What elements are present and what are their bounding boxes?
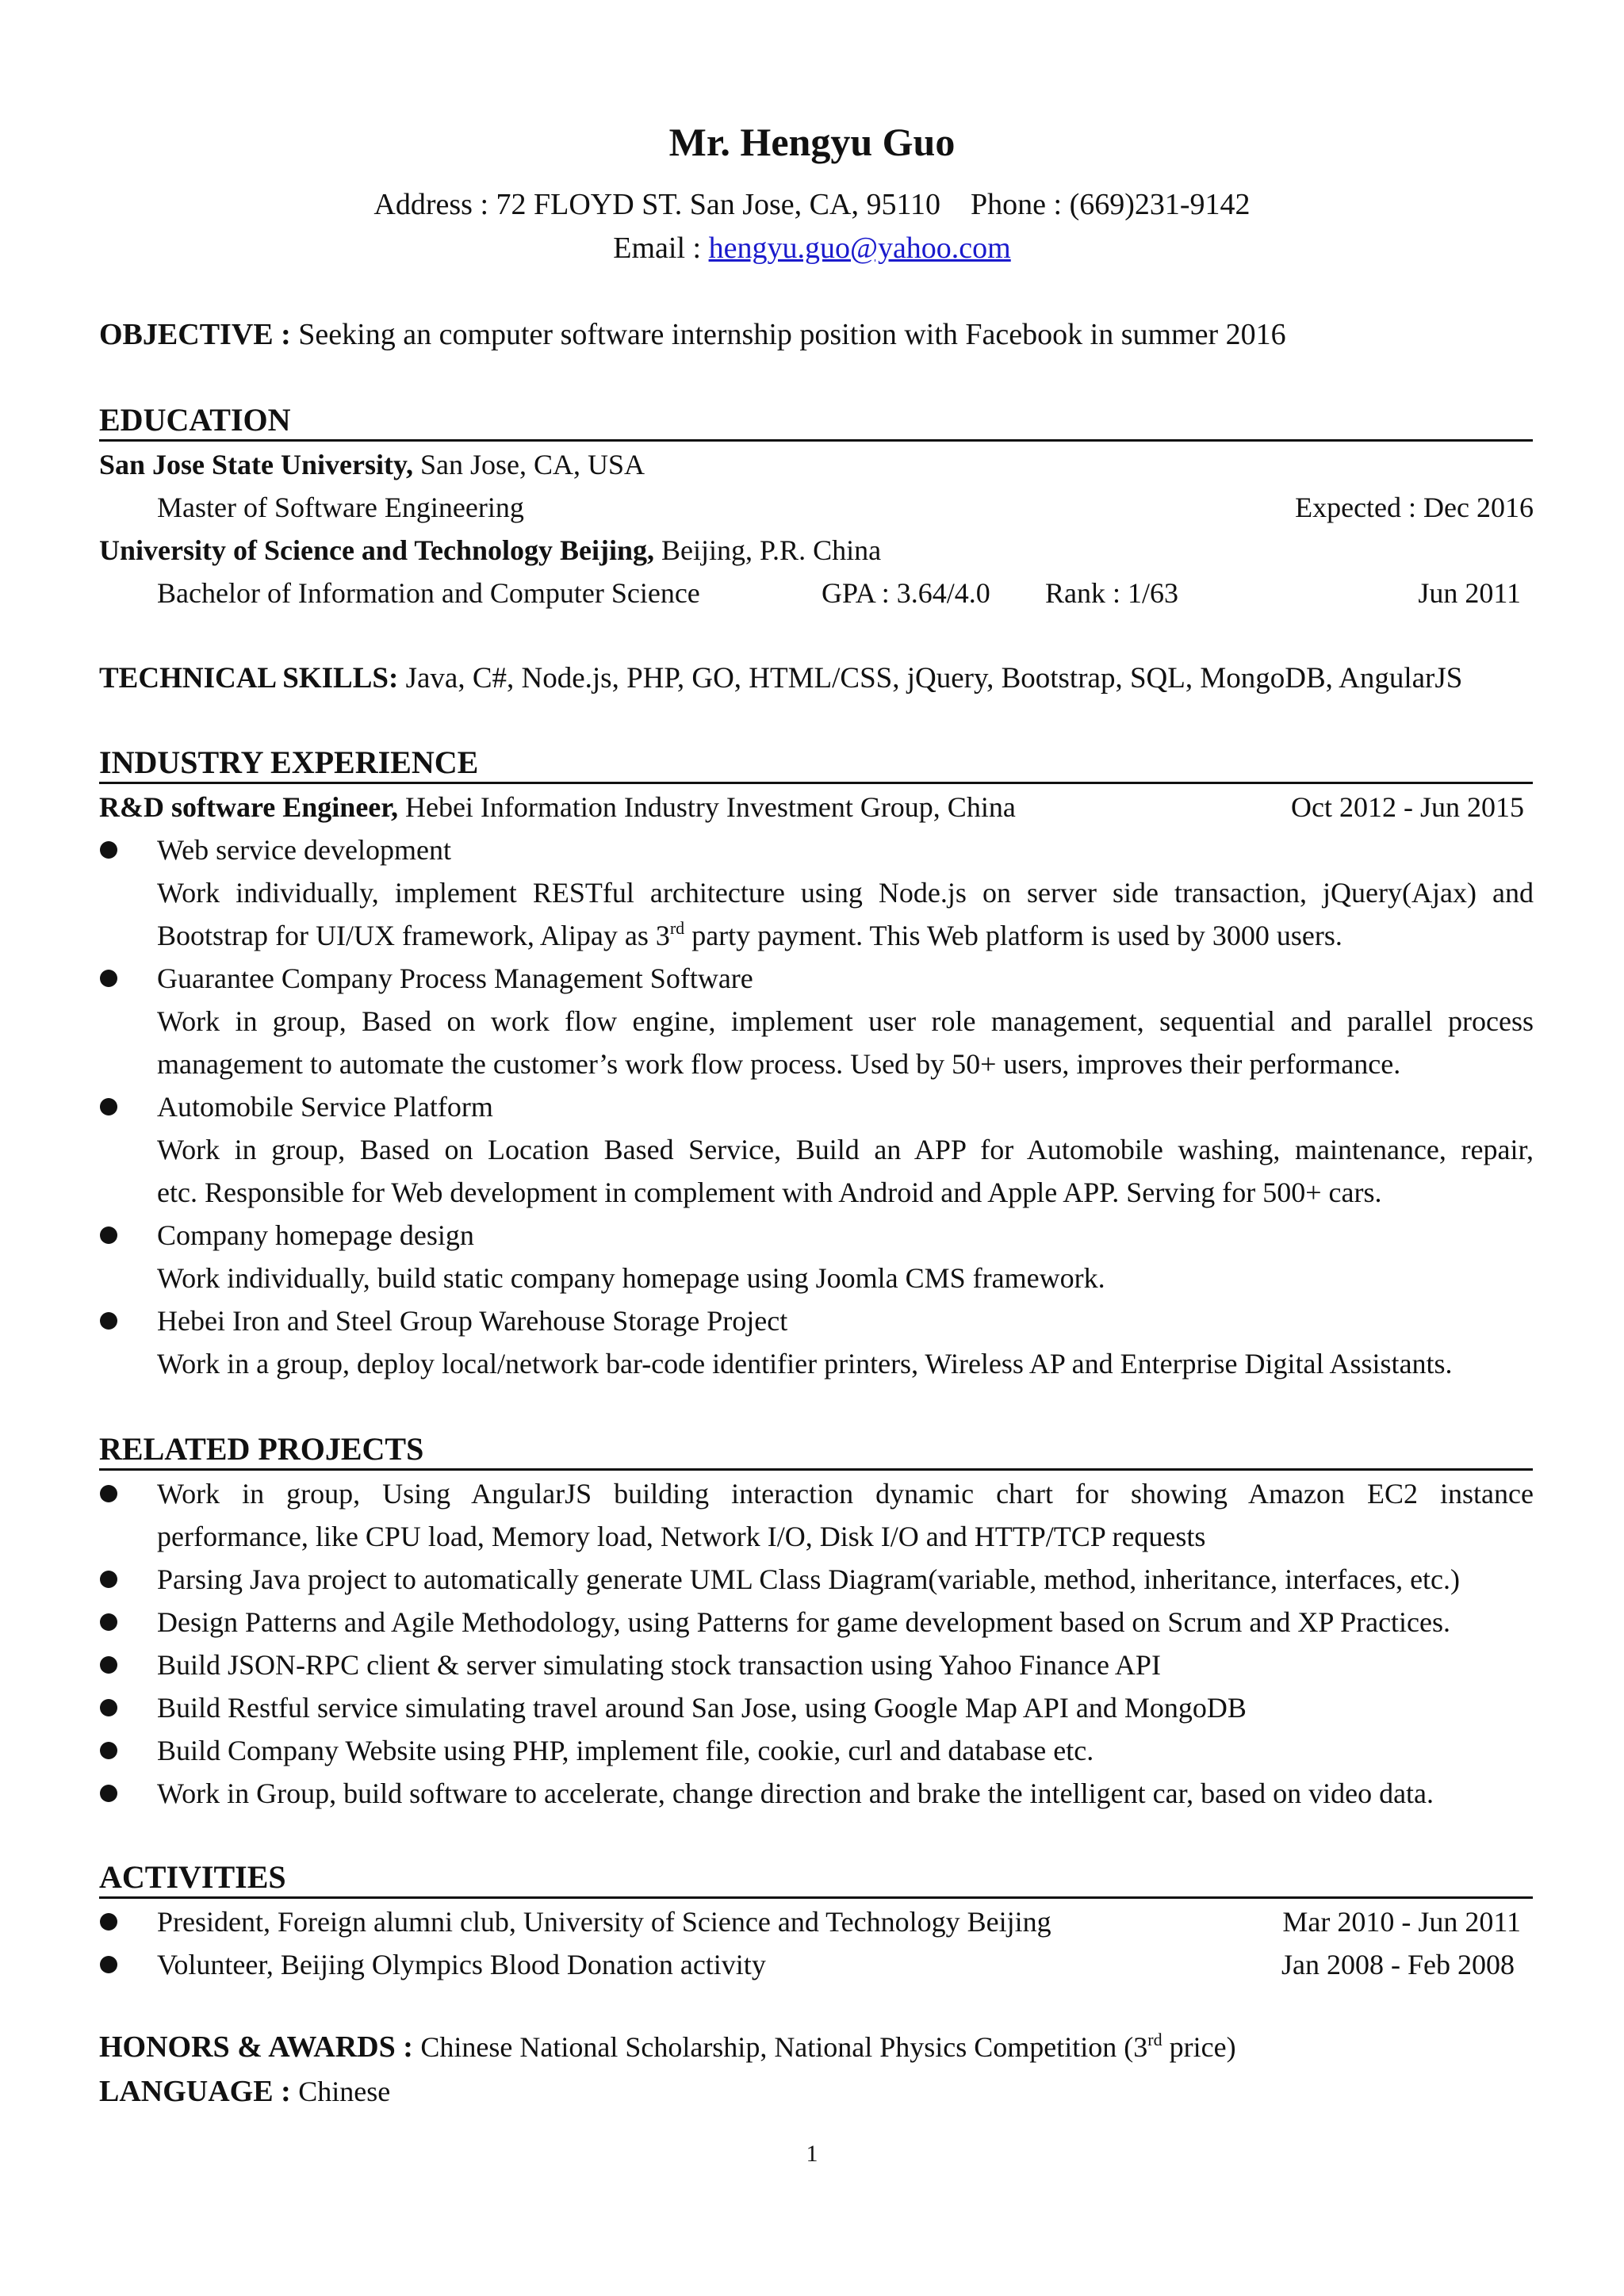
exp-item-3-title: Automobile Service Platform xyxy=(157,1091,493,1123)
school-1-name: San Jose State University, xyxy=(99,449,413,480)
school-2-date: Jun 2011 xyxy=(1418,577,1521,609)
experience-company: Hebei Information Industry Investment Group, China xyxy=(397,791,1016,823)
exp-item-2-title: Guarantee Company Process Management Software xyxy=(157,962,753,994)
language-text: Chinese xyxy=(298,2076,391,2107)
honors-text-b: price) xyxy=(1162,2031,1236,2063)
activity-2-date: Jan 2008 - Feb 2008 xyxy=(1281,1949,1515,1980)
activities-heading-text: ACTIVITIES xyxy=(99,1859,286,1895)
page-number: 1 xyxy=(806,2141,818,2167)
experience-role-line xyxy=(99,791,1534,823)
skills-line xyxy=(99,663,1534,695)
language-line xyxy=(99,2076,1534,2107)
experience-heading xyxy=(99,745,1533,784)
project-2: Parsing Java project to automatically generate UML Class Diagram(variable, method, inheritance, interfaces, etc.) xyxy=(157,1563,1461,1595)
exp-item-1-desc-2a: Bootstrap for UI/UX framework, Alipay as 3 xyxy=(157,920,670,951)
projects-heading-text: RELATED PROJECTS xyxy=(99,1431,424,1467)
email-line xyxy=(0,231,1624,266)
bullet-icon xyxy=(100,1656,117,1674)
bullet-icon xyxy=(100,1098,117,1115)
bullet-icon xyxy=(100,1226,117,1244)
school-1-degree-line xyxy=(157,492,1534,523)
projects-heading xyxy=(99,1432,1533,1471)
bullet-icon xyxy=(100,1913,117,1931)
school-2-rank: Rank : 1/63 xyxy=(1045,577,1178,609)
honors-line xyxy=(99,2031,1534,2063)
project-1-line-1: Work in group, Using AngularJS building interaction dynamic chart for showing Amazon EC2 instance xyxy=(157,1478,1534,1510)
skills-text: Java, C#, Node.js, PHP, GO, HTML/CSS, jQuery, Bootstrap, SQL, MongoDB, AngularJS xyxy=(398,662,1463,695)
exp-item-1-title: Web service development xyxy=(157,834,451,866)
activity-1-text: President, Foreign alumni club, University of Science and Technology Beijing xyxy=(157,1906,1051,1938)
bullet-icon xyxy=(100,970,117,987)
honors-label: HONORS & AWARDS : xyxy=(99,2030,421,2064)
school-2-gpa: GPA : 3.64/4.0 xyxy=(822,577,990,609)
activity-1-date: Mar 2010 - Jun 2011 xyxy=(1282,1906,1521,1938)
bullet-icon xyxy=(100,1613,117,1631)
objective-text: Seeking an computer software internship position with Facebook in summer 2016 xyxy=(298,318,1286,351)
bullet-icon xyxy=(100,1699,117,1716)
exp-item-5-desc-1: Work in a group, deploy local/network bar-code identifier printers, Wireless AP and Enterprise Digital Assistants. xyxy=(157,1348,1453,1380)
school-2-name: University of Science and Technology Beijing, xyxy=(99,534,655,566)
education-heading-text: EDUCATION xyxy=(99,402,291,438)
bullet-icon xyxy=(100,1571,117,1588)
exp-item-1-desc-2b: party payment. This Web platform is used by 3000 users. xyxy=(684,920,1342,951)
experience-heading-text: INDUSTRY EXPERIENCE xyxy=(99,744,479,780)
exp-item-2-desc-2: management to automate the customer’s work flow process. Used by 50+ users, improves their performance. xyxy=(157,1048,1401,1080)
school-2-location: Beijing, P.R. China xyxy=(654,534,882,566)
exp-item-3-desc-2: etc. Responsible for Web development in complement with Android and Apple APP. Serving for 500+ cars. xyxy=(157,1177,1382,1208)
language-label: LANGUAGE : xyxy=(99,2075,299,2108)
exp-item-1-desc-2 xyxy=(157,920,1534,951)
school-2-degree: Bachelor of Information and Computer Science xyxy=(157,577,700,609)
school-1-date: Expected : Dec 2016 xyxy=(1295,492,1534,523)
activity-2 xyxy=(157,1949,1534,1980)
project-6: Build Company Website using PHP, implement file, cookie, curl and database etc. xyxy=(157,1735,1094,1766)
bullet-icon xyxy=(100,841,117,859)
skills-label: TECHNICAL SKILLS: xyxy=(99,662,399,695)
exp-item-2-desc-1: Work in group, Based on work flow engine, implement user role management, sequential and parallel process xyxy=(157,1005,1534,1037)
project-7: Work in Group, build software to accelerate, change direction and brake the intelligent car, based on video data. xyxy=(157,1777,1434,1809)
email-link[interactable]: hengyu.guo@yahoo.com xyxy=(708,232,1011,265)
experience-role: R&D software Engineer, xyxy=(99,791,398,823)
education-heading xyxy=(99,403,1533,442)
bullet-icon xyxy=(100,1312,117,1330)
exp-item-5-title: Hebei Iron and Steel Group Warehouse Storage Project xyxy=(157,1305,788,1337)
experience-date: Oct 2012 - Jun 2015 xyxy=(1291,791,1524,823)
school-1-location: San Jose, CA, USA xyxy=(413,449,645,480)
address-phone-line: Address : 72 FLOYD ST. San Jose, CA, 95110 Phone : (669)231-9142 xyxy=(373,188,1251,221)
project-1-line-2: performance, like CPU load, Memory load, Network I/O, Disk I/O and HTTP/TCP requests xyxy=(157,1521,1206,1552)
school-2-line xyxy=(99,534,1534,566)
email-label: Email : xyxy=(613,232,709,265)
project-5: Build Restful service simulating travel around San Jose, using Google Map API and MongoDB xyxy=(157,1692,1247,1724)
school-2-degree-line xyxy=(157,577,1534,609)
activity-1 xyxy=(157,1906,1534,1938)
activity-2-text: Volunteer, Beijing Olympics Blood Donation activity xyxy=(157,1949,766,1980)
honors-text-a: Chinese National Scholarship, National Physics Competition (3 xyxy=(420,2031,1148,2063)
bullet-icon xyxy=(100,1485,117,1502)
exp-item-4-desc-1: Work individually, build static company homepage using Joomla CMS framework. xyxy=(157,1262,1105,1294)
exp-item-4-title: Company homepage design xyxy=(157,1219,474,1251)
project-4: Build JSON-RPC client & server simulating stock transaction using Yahoo Finance API xyxy=(157,1649,1161,1681)
activities-heading xyxy=(99,1860,1533,1899)
project-3: Design Patterns and Agile Methodology, using Patterns for game development based on Scrum and XP Practices. xyxy=(157,1606,1451,1638)
school-1-degree: Master of Software Engineering xyxy=(157,492,524,523)
exp-item-1-desc-1: Work individually, implement RESTful architecture using Node.js on server side transaction, jQuery(Ajax) and xyxy=(157,877,1534,909)
bullet-icon xyxy=(100,1956,117,1973)
superscript-rd: rd xyxy=(1147,2030,1162,2049)
candidate-name: Mr. Hengyu Guo xyxy=(668,120,956,164)
exp-item-3-desc-1: Work in group, Based on Location Based Service, Build an APP for Automobile washing, maintenance, repair, xyxy=(157,1134,1534,1165)
bullet-icon xyxy=(100,1742,117,1759)
superscript-rd: rd xyxy=(669,918,685,938)
school-1-line xyxy=(99,449,1534,480)
bullet-icon xyxy=(100,1785,117,1802)
objective-line xyxy=(99,319,1534,350)
objective-label: OBJECTIVE : xyxy=(99,318,299,351)
